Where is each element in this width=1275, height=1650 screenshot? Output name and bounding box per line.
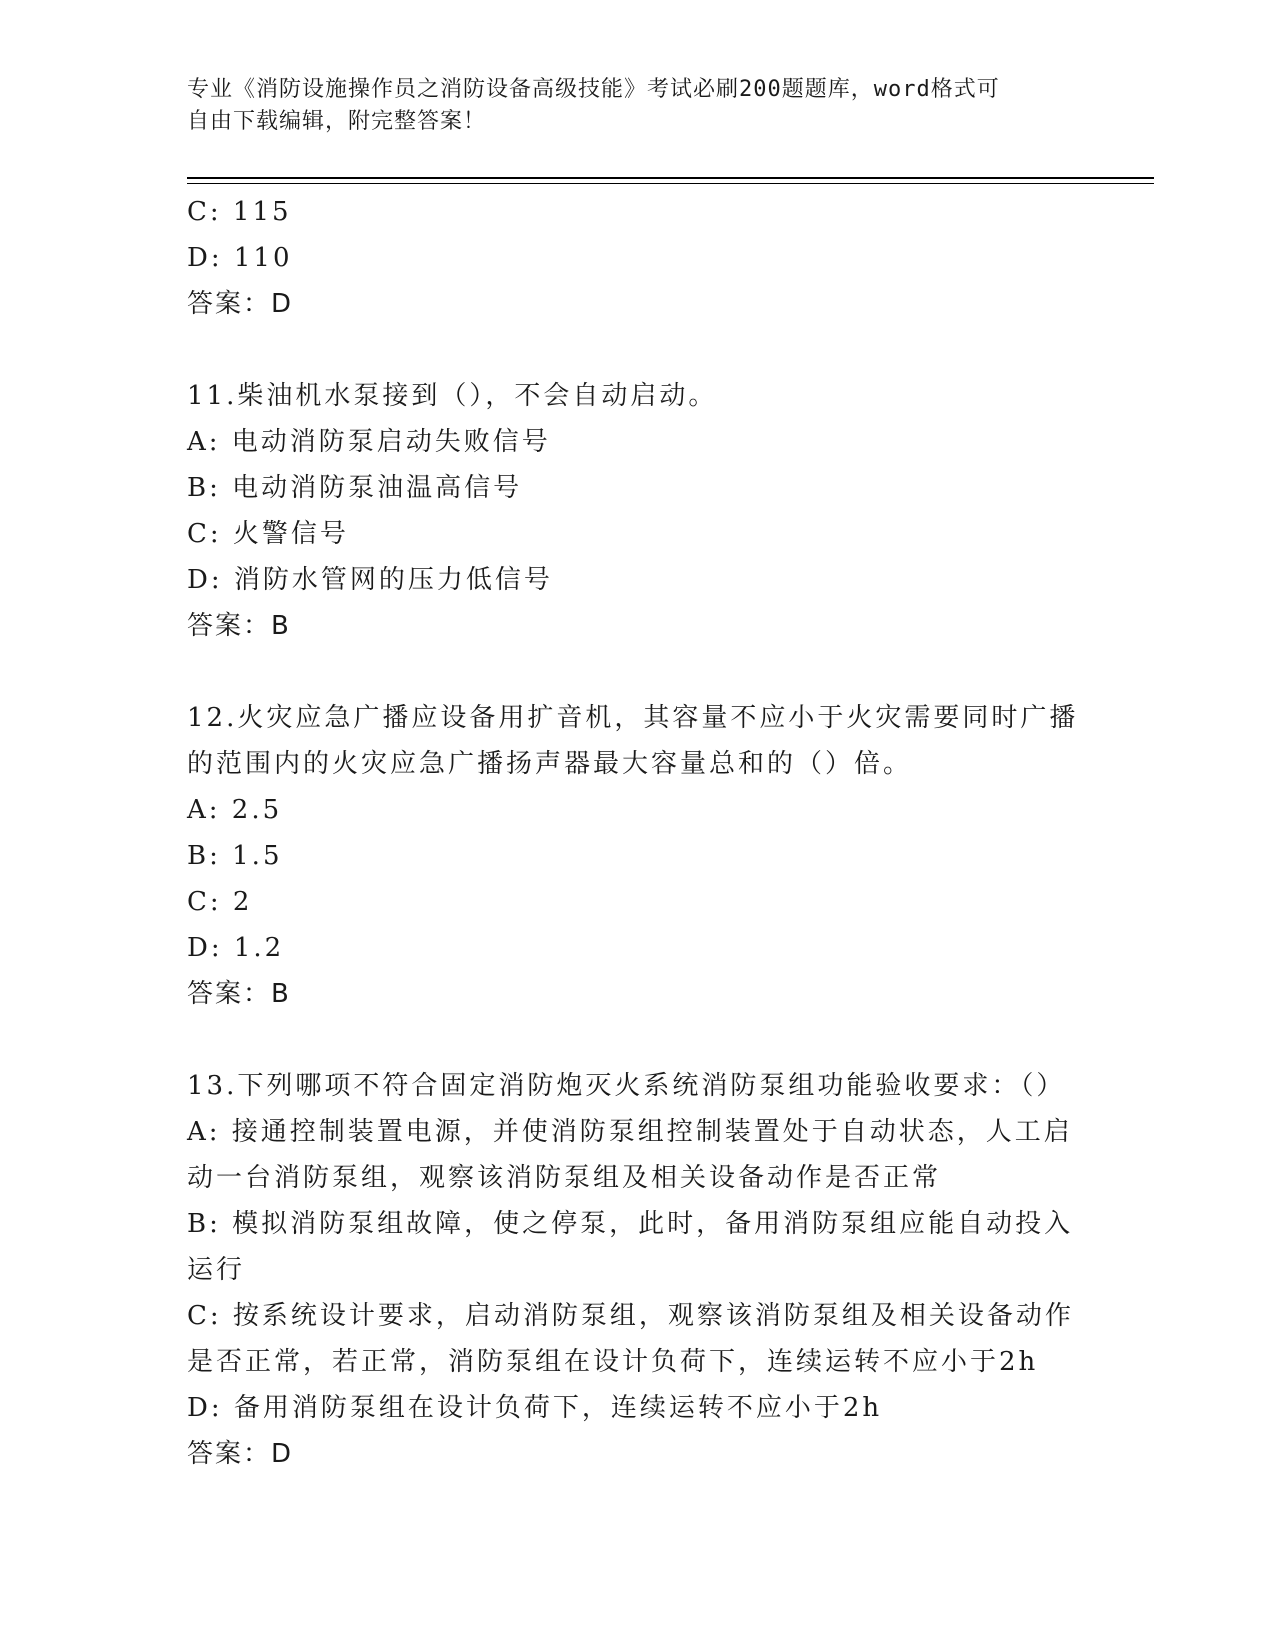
- question-text-line-2: 的范围内的火灾应急广播扬声器最大容量总和的（）倍。: [187, 749, 913, 779]
- option-d: D: 1.2: [187, 933, 285, 963]
- option-d: D: 消防水管网的压力低信号: [187, 565, 553, 595]
- option-b-line-2: 运行: [187, 1255, 246, 1285]
- question-text: 11.柴油机水泵接到（），不会自动启动。: [187, 381, 718, 411]
- question-10: [187, 189, 1077, 327]
- option-c: C: 115: [187, 197, 292, 227]
- option-b: B: 1.5: [187, 841, 283, 871]
- document-header: [187, 74, 1087, 138]
- question-text: 13.下列哪项不符合固定消防炮灭火系统消防泵组功能验收要求：（）: [187, 1071, 1066, 1101]
- answer-label: 答案：D: [187, 289, 294, 319]
- option-c-line-2: 是否正常，若正常，消防泵组在设计负荷下，连续运转不应小于2h: [187, 1347, 1039, 1377]
- option-a-line-1: A: 接通控制装置电源，并使消防泵组控制装置处于自动状态，人工启: [187, 1117, 1073, 1147]
- option-b-line-1: B: 模拟消防泵组故障，使之停泵，此时，备用消防泵组应能自动投入: [187, 1209, 1074, 1239]
- question-11: [187, 373, 1077, 649]
- question-12: [187, 695, 1077, 1017]
- option-a: A: 电动消防泵启动失败信号: [187, 427, 551, 457]
- question-text-line-1: 12.火灾应急广播应设备用扩音机，其容量不应小于火灾需要同时广播: [187, 703, 1079, 733]
- spacer: [187, 1017, 1077, 1063]
- answer-label: 答案：B: [187, 611, 291, 641]
- option-c: C: 2: [187, 887, 253, 917]
- spacer: [187, 649, 1077, 695]
- option-c-line-1: C: 按系统设计要求，启动消防泵组，观察该消防泵组及相关设备动作: [187, 1301, 1074, 1331]
- question-list: [187, 189, 1077, 1477]
- answer-label: 答案：B: [187, 979, 291, 1009]
- option-d: D: 110: [187, 243, 293, 273]
- option-a-line-2: 动一台消防泵组，观察该消防泵组及相关设备动作是否正常: [187, 1163, 942, 1193]
- question-13: [187, 1063, 1077, 1477]
- spacer: [187, 327, 1077, 373]
- header-divider-thin: [187, 183, 1154, 184]
- option-c: C: 火警信号: [187, 519, 349, 549]
- header-divider-thick: [187, 177, 1154, 179]
- option-a: A: 2.5: [187, 795, 283, 825]
- header-line-1: 专业《消防设施操作员之消防设备高级技能》考试必刷200题题库，word格式可: [187, 77, 1000, 102]
- option-b: B: 电动消防泵油温高信号: [187, 473, 523, 503]
- option-d: D: 备用消防泵组在设计负荷下，连续运转不应小于2h: [187, 1393, 883, 1423]
- header-line-2: 自由下载编辑，附完整答案！: [187, 109, 487, 134]
- answer-label: 答案：D: [187, 1439, 294, 1469]
